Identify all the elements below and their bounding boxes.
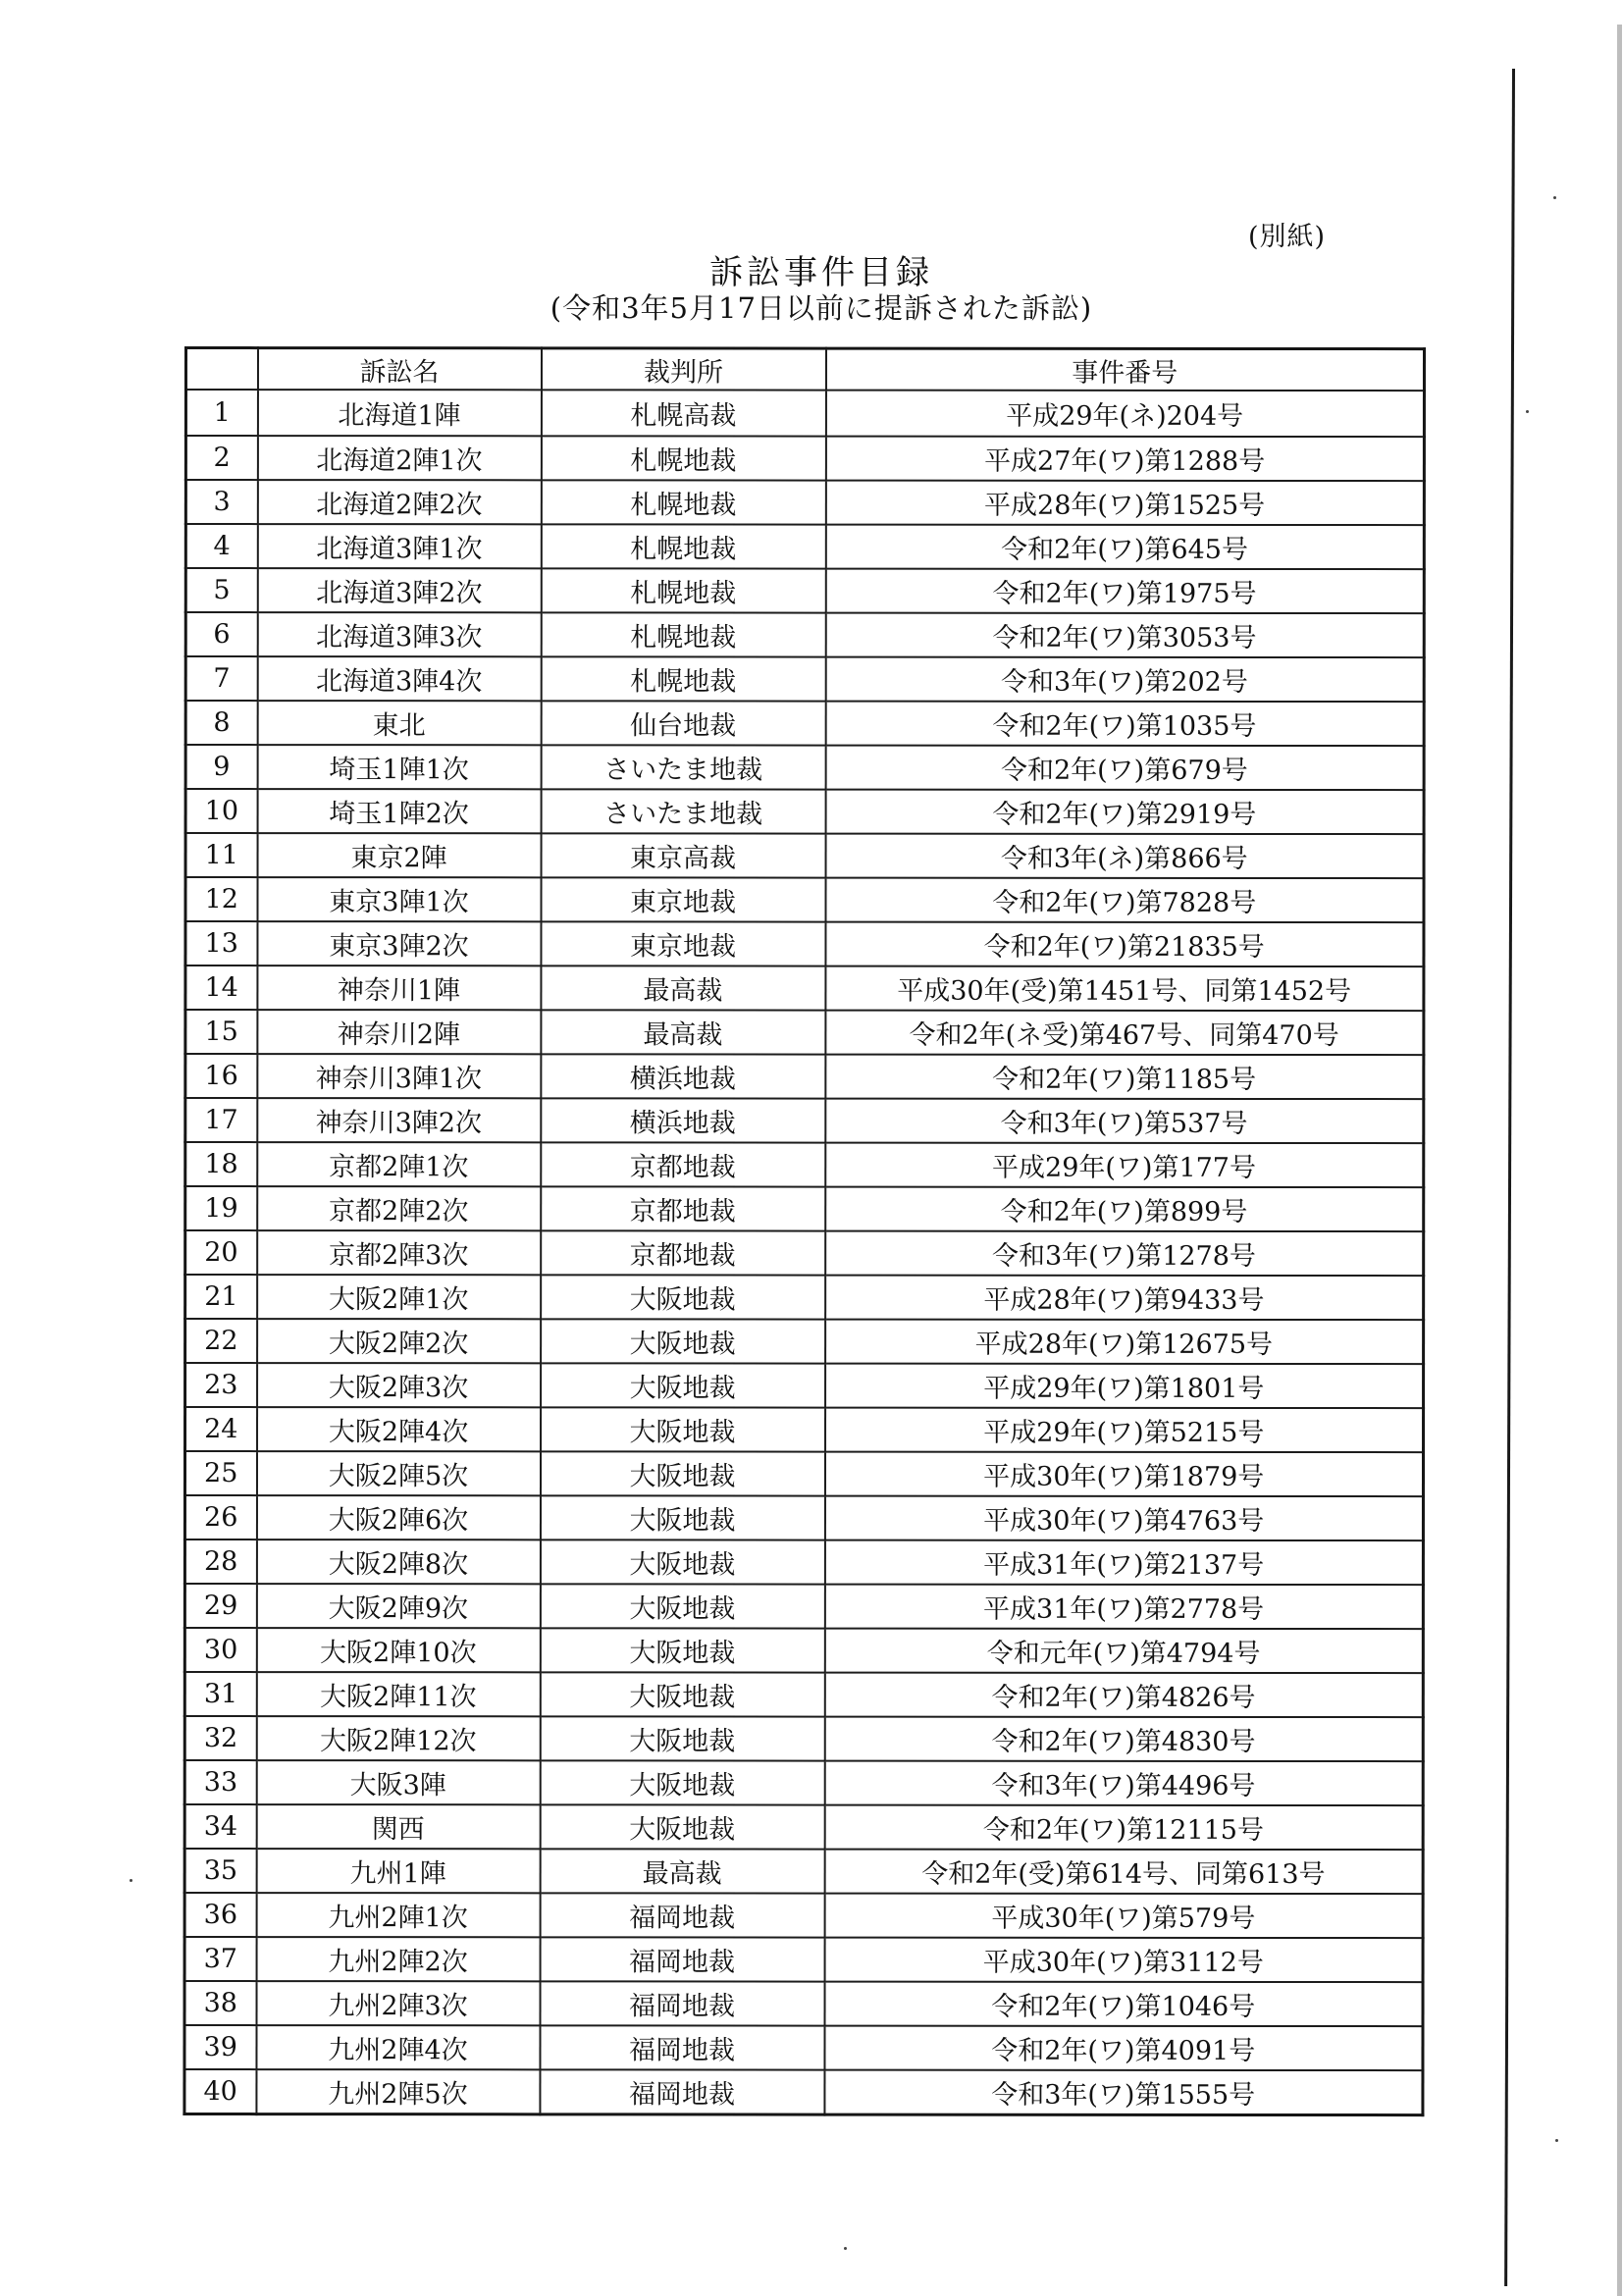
table-row [184, 1804, 1423, 1850]
header-number [185, 348, 257, 391]
case-number-cell: 令和2年(ワ)第4826号 [824, 1673, 1423, 1718]
court-cell: 札幌地裁 [541, 568, 825, 612]
case-number-cell: 令和3年(ワ)第537号 [825, 1099, 1424, 1144]
row-number: 22 [185, 1319, 257, 1363]
lawsuit-name-cell: 東北 [257, 701, 541, 745]
row-number: 4 [185, 524, 257, 568]
court-cell: 最高裁 [540, 1849, 824, 1893]
case-number-cell: 令和2年(ネ受)第467号、同第470号 [825, 1011, 1424, 1056]
row-number: 3 [185, 480, 257, 524]
case-number-cell: 令和3年(ワ)第1555号 [824, 2070, 1423, 2115]
attachment-label: (別紙) [1248, 222, 1327, 252]
table-row [184, 1893, 1423, 1938]
court-cell: 大阪地裁 [540, 1760, 824, 1804]
table-row [185, 524, 1424, 569]
case-number-cell: 令和3年(ワ)第1278号 [825, 1231, 1424, 1277]
court-cell: 大阪地裁 [541, 1319, 825, 1363]
table-row [184, 1539, 1423, 1585]
case-number-cell: 平成27年(ワ)第1288号 [825, 437, 1424, 482]
court-cell: 東京地裁 [541, 921, 825, 965]
row-number: 1 [185, 390, 257, 436]
table-row [185, 789, 1424, 834]
court-cell: 札幌地裁 [541, 436, 825, 480]
lawsuit-name-cell: 関西 [256, 1804, 540, 1849]
court-cell: 大阪地裁 [541, 1275, 825, 1319]
row-number: 13 [185, 921, 257, 965]
case-number-cell: 平成29年(ワ)第1801号 [825, 1364, 1424, 1409]
row-number: 16 [185, 1054, 257, 1098]
case-number-cell: 平成30年(受)第1451号、同第1452号 [825, 966, 1424, 1012]
row-number: 2 [185, 436, 257, 480]
court-cell: 札幌地裁 [541, 524, 825, 568]
lawsuit-name-cell: 九州2陣5次 [256, 2069, 540, 2114]
lawsuit-name-cell: 京都2陣1次 [257, 1142, 541, 1186]
case-number-cell: 令和2年(ワ)第12115号 [824, 1805, 1423, 1851]
row-number: 19 [185, 1186, 257, 1230]
document-title: 訴訟事件目録 [709, 253, 933, 292]
court-cell: 横浜地裁 [541, 1098, 825, 1142]
row-number: 40 [184, 2069, 256, 2114]
margin-rule-line [1504, 69, 1515, 2286]
court-cell: 大阪地裁 [540, 1672, 824, 1716]
table-row [184, 1760, 1423, 1805]
lawsuit-name-cell: 大阪2陣11次 [256, 1672, 540, 1716]
case-number-cell: 令和2年(ワ)第1185号 [825, 1055, 1424, 1100]
case-number-cell: 平成30年(ワ)第1879号 [824, 1452, 1423, 1497]
lawsuit-name-cell: 神奈川1陣 [257, 965, 541, 1010]
case-number-cell: 平成30年(ワ)第3112号 [824, 1938, 1423, 1983]
court-cell: 大阪地裁 [540, 1716, 824, 1760]
table-row [185, 701, 1424, 746]
table-row [184, 1495, 1423, 1540]
court-cell: 京都地裁 [541, 1142, 825, 1186]
case-number-cell: 令和2年(ワ)第679号 [825, 746, 1424, 791]
lawsuit-name-cell: 大阪2陣8次 [256, 1539, 540, 1584]
lawsuit-name-cell: 大阪2陣4次 [257, 1407, 541, 1451]
scan-speck [1553, 196, 1556, 199]
lawsuit-name-cell: 大阪3陣 [256, 1760, 540, 1804]
court-cell: 札幌高裁 [541, 390, 825, 436]
court-cell: 最高裁 [541, 1010, 825, 1054]
table-row [184, 1849, 1423, 1894]
lawsuit-name-cell: 埼玉1陣1次 [257, 745, 541, 789]
table-row [185, 656, 1424, 702]
court-cell: 大阪地裁 [540, 1584, 824, 1628]
lawsuit-name-cell: 北海道2陣1次 [257, 436, 541, 480]
table-row [185, 877, 1424, 922]
case-number-cell: 平成30年(ワ)第579号 [824, 1894, 1423, 1939]
table-row [185, 833, 1424, 878]
case-number-cell: 令和3年(ネ)第866号 [825, 834, 1424, 879]
table-row [185, 1407, 1424, 1452]
case-number-cell: 令和2年(ワ)第899号 [825, 1187, 1424, 1232]
court-cell: 大阪地裁 [540, 1451, 824, 1495]
court-cell: 福岡地裁 [540, 1937, 824, 1981]
table-row [185, 1230, 1424, 1276]
case-number-cell: 平成29年(ネ)204号 [825, 391, 1424, 438]
row-number: 6 [185, 612, 257, 656]
row-number: 20 [185, 1230, 257, 1275]
row-number: 7 [185, 656, 257, 701]
court-cell: 最高裁 [541, 965, 825, 1010]
lawsuit-name-cell: 神奈川3陣2次 [257, 1098, 541, 1142]
table-row [184, 1981, 1423, 2026]
lawsuit-name-cell: 九州2陣3次 [256, 1981, 540, 2025]
row-number: 25 [184, 1451, 256, 1495]
table-row [185, 612, 1424, 657]
header-court: 裁判所 [541, 348, 825, 391]
table-row [185, 568, 1424, 613]
court-cell: 京都地裁 [541, 1230, 825, 1275]
table-row [185, 921, 1424, 966]
lawsuit-name-cell: 神奈川3陣1次 [257, 1054, 541, 1098]
table-row [184, 1584, 1423, 1629]
scan-speck [844, 2247, 847, 2250]
row-number: 5 [185, 568, 257, 612]
lawsuit-name-cell: 大阪2陣2次 [257, 1319, 541, 1363]
lawsuit-name-cell: 大阪2陣12次 [256, 1716, 540, 1760]
scan-edge [1617, 25, 1622, 2296]
case-number-cell: 令和2年(ワ)第4830号 [824, 1717, 1423, 1762]
scan-speck [1526, 410, 1529, 413]
row-number: 18 [185, 1142, 257, 1186]
lawsuit-name-cell: 大阪2陣1次 [257, 1275, 541, 1319]
row-number: 14 [185, 965, 257, 1010]
court-cell: 札幌地裁 [541, 480, 825, 524]
case-number-cell: 令和2年(ワ)第1035号 [825, 702, 1424, 747]
lawsuit-name-cell: 九州2陣2次 [256, 1937, 540, 1981]
court-cell: 福岡地裁 [540, 2069, 824, 2114]
row-number: 35 [184, 1849, 256, 1893]
lawsuit-name-cell: 大阪2陣9次 [256, 1584, 540, 1628]
table-header-row [185, 348, 1424, 391]
lawsuit-name-cell: 北海道1陣 [257, 390, 541, 436]
scan-speck [1555, 2139, 1558, 2142]
court-cell: 東京高裁 [541, 833, 825, 877]
case-number-cell: 平成30年(ワ)第4763号 [824, 1496, 1423, 1541]
court-cell: 札幌地裁 [541, 612, 825, 656]
case-number-cell: 平成28年(ワ)第9433号 [825, 1276, 1424, 1321]
court-cell: さいたま地裁 [541, 789, 825, 833]
lawsuit-name-cell: 北海道2陣2次 [257, 480, 541, 524]
table-row [184, 1937, 1423, 1982]
scan-speck [130, 1879, 132, 1882]
case-number-cell: 令和2年(ワ)第1975号 [825, 569, 1424, 614]
row-number: 23 [185, 1363, 257, 1407]
case-number-cell: 令和2年(ワ)第7828号 [825, 878, 1424, 923]
court-cell: 仙台地裁 [541, 701, 825, 745]
court-cell: さいたま地裁 [541, 745, 825, 789]
row-number: 8 [185, 701, 257, 745]
table-row [185, 436, 1424, 481]
row-number: 17 [185, 1098, 257, 1142]
case-number-cell: 平成31年(ワ)第2778号 [824, 1585, 1423, 1630]
case-number-cell: 令和2年(ワ)第645号 [825, 525, 1424, 570]
table-row [185, 1275, 1424, 1320]
table-row [185, 1098, 1424, 1143]
case-number-cell: 令和2年(ワ)第21835号 [825, 922, 1424, 967]
row-number: 34 [184, 1804, 256, 1849]
lawsuit-name-cell: 九州2陣4次 [256, 2025, 540, 2069]
lawsuit-name-cell: 北海道3陣2次 [257, 568, 541, 612]
case-table-container [183, 346, 1423, 2116]
lawsuit-name-cell: 北海道3陣4次 [257, 656, 541, 701]
lawsuit-name-cell: 東京3陣2次 [257, 921, 541, 965]
table-row [184, 1628, 1423, 1673]
row-number: 11 [185, 833, 257, 877]
row-number: 15 [185, 1010, 257, 1054]
table-row [185, 1142, 1424, 1187]
row-number: 37 [184, 1937, 256, 1981]
header-lawsuit-name: 訴訟名 [257, 348, 541, 391]
lawsuit-name-cell: 京都2陣3次 [257, 1230, 541, 1275]
header-case-number: 事件番号 [825, 348, 1424, 391]
case-number-cell: 平成29年(ワ)第177号 [825, 1143, 1424, 1188]
row-number: 24 [185, 1407, 257, 1451]
lawsuit-name-cell: 埼玉1陣2次 [257, 789, 541, 833]
document-subtitle: (令和3年5月17日以前に提訴された訴訟) [550, 291, 1093, 325]
table-row [185, 1363, 1424, 1408]
case-number-cell: 令和2年(ワ)第1046号 [824, 1982, 1423, 2027]
case-number-cell: 令和2年(ワ)第4091号 [824, 2026, 1423, 2071]
table-row [185, 1186, 1424, 1231]
row-number: 9 [185, 745, 257, 789]
case-number-cell: 平成28年(ワ)第12675号 [825, 1320, 1424, 1365]
lawsuit-name-cell: 神奈川2陣 [257, 1010, 541, 1054]
table-row [184, 1451, 1423, 1496]
lawsuit-name-cell: 東京3陣1次 [257, 877, 541, 921]
case-number-cell: 平成28年(ワ)第1525号 [825, 481, 1424, 526]
table-row [184, 2069, 1423, 2115]
case-number-cell: 令和2年(ワ)第2919号 [825, 790, 1424, 835]
lawsuit-name-cell: 大阪2陣6次 [256, 1495, 540, 1539]
court-cell: 大阪地裁 [540, 1628, 824, 1672]
court-cell: 大阪地裁 [540, 1539, 824, 1584]
table-row [184, 1716, 1423, 1761]
court-cell: 福岡地裁 [540, 2025, 824, 2069]
lawsuit-name-cell: 北海道3陣3次 [257, 612, 541, 656]
court-cell: 福岡地裁 [540, 1981, 824, 2025]
table-row [185, 1054, 1424, 1099]
court-cell: 大阪地裁 [541, 1363, 825, 1407]
case-number-cell: 令和3年(ワ)第202号 [825, 657, 1424, 703]
row-number: 30 [184, 1628, 256, 1672]
table-row [185, 745, 1424, 790]
court-cell: 大阪地裁 [540, 1804, 824, 1849]
lawsuit-name-cell: 大阪2陣5次 [256, 1451, 540, 1495]
lawsuit-name-cell: 北海道3陣1次 [257, 524, 541, 568]
court-cell: 横浜地裁 [541, 1054, 825, 1098]
row-number: 33 [184, 1760, 256, 1804]
court-cell: 大阪地裁 [541, 1407, 825, 1451]
table-row [185, 1319, 1424, 1364]
row-number: 26 [184, 1495, 256, 1539]
court-cell: 札幌地裁 [541, 656, 825, 701]
lawsuit-name-cell: 東京2陣 [257, 833, 541, 877]
case-number-cell: 令和3年(ワ)第4496号 [824, 1761, 1423, 1806]
row-number: 29 [184, 1584, 256, 1628]
row-number: 10 [185, 789, 257, 833]
case-list-table [183, 346, 1426, 2116]
lawsuit-name-cell: 九州2陣1次 [256, 1893, 540, 1937]
court-cell: 福岡地裁 [540, 1893, 824, 1937]
table-row [185, 1010, 1424, 1055]
table-row [184, 1672, 1423, 1717]
table-row [185, 480, 1424, 525]
row-number: 36 [184, 1893, 256, 1937]
case-number-cell: 平成31年(ワ)第2137号 [824, 1540, 1423, 1586]
row-number: 12 [185, 877, 257, 921]
table-row [185, 390, 1424, 437]
table-row [184, 2025, 1423, 2070]
row-number: 39 [184, 2025, 256, 2069]
row-number: 28 [184, 1539, 256, 1584]
lawsuit-name-cell: 大阪2陣10次 [256, 1628, 540, 1672]
case-number-cell: 令和2年(受)第614号、同第613号 [824, 1850, 1423, 1895]
court-cell: 京都地裁 [541, 1186, 825, 1230]
row-number: 38 [184, 1981, 256, 2025]
case-number-cell: 平成29年(ワ)第5215号 [825, 1408, 1424, 1453]
lawsuit-name-cell: 大阪2陣3次 [257, 1363, 541, 1407]
table-body [184, 390, 1425, 2115]
row-number: 21 [185, 1275, 257, 1319]
lawsuit-name-cell: 京都2陣2次 [257, 1186, 541, 1230]
lawsuit-name-cell: 九州1陣 [256, 1849, 540, 1893]
case-number-cell: 令和元年(ワ)第4794号 [824, 1629, 1423, 1674]
court-cell: 東京地裁 [541, 877, 825, 921]
table-row [185, 965, 1424, 1011]
row-number: 31 [184, 1672, 256, 1716]
court-cell: 大阪地裁 [540, 1495, 824, 1539]
case-number-cell: 令和2年(ワ)第3053号 [825, 613, 1424, 658]
row-number: 32 [184, 1716, 256, 1760]
